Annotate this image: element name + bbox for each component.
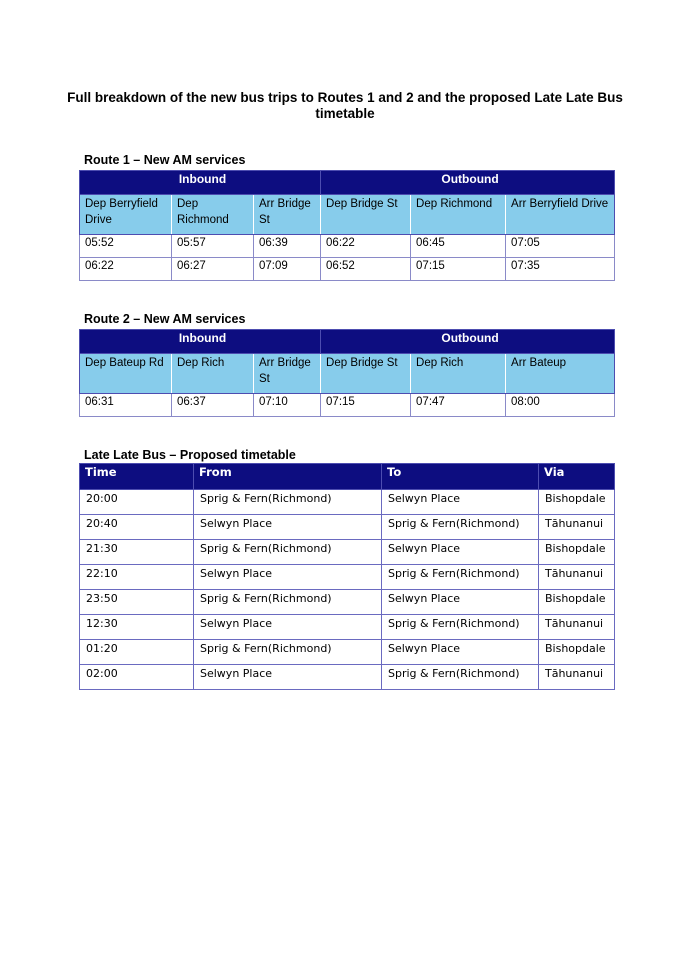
route1-section-title: Route 1 – New AM services bbox=[84, 153, 246, 167]
table-row bbox=[80, 590, 615, 615]
column-header: Arr Bateup bbox=[506, 354, 615, 394]
table-cell: 06:22 bbox=[321, 235, 411, 258]
group-header-row bbox=[80, 330, 615, 354]
table-cell: Tāhunanui bbox=[539, 615, 615, 640]
table-cell: Selwyn Place bbox=[194, 515, 382, 540]
column-header: Dep Bateup Rd bbox=[80, 354, 172, 394]
column-header: Dep Richmond bbox=[172, 195, 254, 235]
table-cell: Selwyn Place bbox=[194, 565, 382, 590]
table-cell: Sprig & Fern(Richmond) bbox=[194, 490, 382, 515]
column-header: Dep Bridge St bbox=[321, 195, 411, 235]
table-row bbox=[80, 394, 615, 417]
table-cell: Sprig & Fern(Richmond) bbox=[194, 640, 382, 665]
late-bus-table bbox=[79, 463, 615, 690]
table-cell: Selwyn Place bbox=[194, 665, 382, 690]
table-cell: Bishopdale bbox=[539, 640, 615, 665]
table-cell: 02:00 bbox=[80, 665, 194, 690]
group-header-outbound: Outbound bbox=[321, 330, 615, 354]
column-header: Arr Bridge St bbox=[254, 195, 321, 235]
column-header-row bbox=[80, 464, 615, 490]
table-cell: 07:15 bbox=[321, 394, 411, 417]
table-cell: 06:37 bbox=[172, 394, 254, 417]
table-row bbox=[80, 665, 615, 690]
column-header: Time bbox=[80, 464, 194, 490]
group-header-outbound: Outbound bbox=[321, 171, 615, 195]
table-cell: 07:10 bbox=[254, 394, 321, 417]
column-header-row bbox=[80, 354, 615, 394]
table-cell: 05:52 bbox=[80, 235, 172, 258]
table-cell: 07:35 bbox=[506, 258, 615, 281]
table-cell: 07:47 bbox=[411, 394, 506, 417]
page-title: Full breakdown of the new bus trips to Routes 1 and 2 and the proposed Late Late Bus timetable bbox=[67, 90, 623, 121]
route2-table bbox=[79, 329, 615, 417]
column-header: Arr Bridge St bbox=[254, 354, 321, 394]
table-cell: Sprig & Fern(Richmond) bbox=[382, 515, 539, 540]
table-row bbox=[80, 235, 615, 258]
table-row bbox=[80, 615, 615, 640]
column-header: Dep Rich bbox=[172, 354, 254, 394]
table-cell: 21:30 bbox=[80, 540, 194, 565]
table-cell: 06:31 bbox=[80, 394, 172, 417]
table-cell: Sprig & Fern(Richmond) bbox=[382, 565, 539, 590]
table-cell: 06:27 bbox=[172, 258, 254, 281]
group-header-inbound: Inbound bbox=[80, 171, 321, 195]
column-header: Dep Bridge St bbox=[321, 354, 411, 394]
group-header-row bbox=[80, 171, 615, 195]
table-cell: 06:52 bbox=[321, 258, 411, 281]
table-cell: 07:05 bbox=[506, 235, 615, 258]
table-row bbox=[80, 565, 615, 590]
table-row bbox=[80, 540, 615, 565]
table-cell: 07:09 bbox=[254, 258, 321, 281]
table-cell: 06:39 bbox=[254, 235, 321, 258]
table-row bbox=[80, 490, 615, 515]
column-header: To bbox=[382, 464, 539, 490]
table-cell: 23:50 bbox=[80, 590, 194, 615]
table-cell: 20:40 bbox=[80, 515, 194, 540]
column-header: Via bbox=[539, 464, 615, 490]
table-cell: 05:57 bbox=[172, 235, 254, 258]
table-cell: 06:45 bbox=[411, 235, 506, 258]
table-cell: Tāhunanui bbox=[539, 515, 615, 540]
table-cell: 07:15 bbox=[411, 258, 506, 281]
route1-table bbox=[79, 170, 615, 281]
table-cell: 06:22 bbox=[80, 258, 172, 281]
column-header: Dep Berryfield Drive bbox=[80, 195, 172, 235]
table-cell: Selwyn Place bbox=[382, 590, 539, 615]
table-row bbox=[80, 515, 615, 540]
late-bus-section-title: Late Late Bus – Proposed timetable bbox=[84, 448, 296, 462]
table-cell: Sprig & Fern(Richmond) bbox=[194, 540, 382, 565]
table-row bbox=[80, 640, 615, 665]
table-cell: 12:30 bbox=[80, 615, 194, 640]
column-header-row bbox=[80, 195, 615, 235]
table-cell: Sprig & Fern(Richmond) bbox=[382, 665, 539, 690]
group-header-inbound: Inbound bbox=[80, 330, 321, 354]
table-cell: Bishopdale bbox=[539, 590, 615, 615]
table-cell: Sprig & Fern(Richmond) bbox=[382, 615, 539, 640]
table-cell: 22:10 bbox=[80, 565, 194, 590]
column-header: Dep Rich bbox=[411, 354, 506, 394]
table-cell: 20:00 bbox=[80, 490, 194, 515]
table-cell: Bishopdale bbox=[539, 540, 615, 565]
table-cell: Selwyn Place bbox=[194, 615, 382, 640]
table-cell: Bishopdale bbox=[539, 490, 615, 515]
route2-section-title: Route 2 – New AM services bbox=[84, 312, 246, 326]
table-cell: Selwyn Place bbox=[382, 540, 539, 565]
column-header: From bbox=[194, 464, 382, 490]
table-cell: Tāhunanui bbox=[539, 565, 615, 590]
column-header: Dep Richmond bbox=[411, 195, 506, 235]
table-cell: 08:00 bbox=[506, 394, 615, 417]
column-header: Arr Berryfield Drive bbox=[506, 195, 615, 235]
table-cell: Sprig & Fern(Richmond) bbox=[194, 590, 382, 615]
table-row bbox=[80, 258, 615, 281]
late-bus-rows bbox=[80, 490, 615, 690]
table-cell: Selwyn Place bbox=[382, 640, 539, 665]
table-cell: Tāhunanui bbox=[539, 665, 615, 690]
table-cell: Selwyn Place bbox=[382, 490, 539, 515]
table-cell: 01:20 bbox=[80, 640, 194, 665]
